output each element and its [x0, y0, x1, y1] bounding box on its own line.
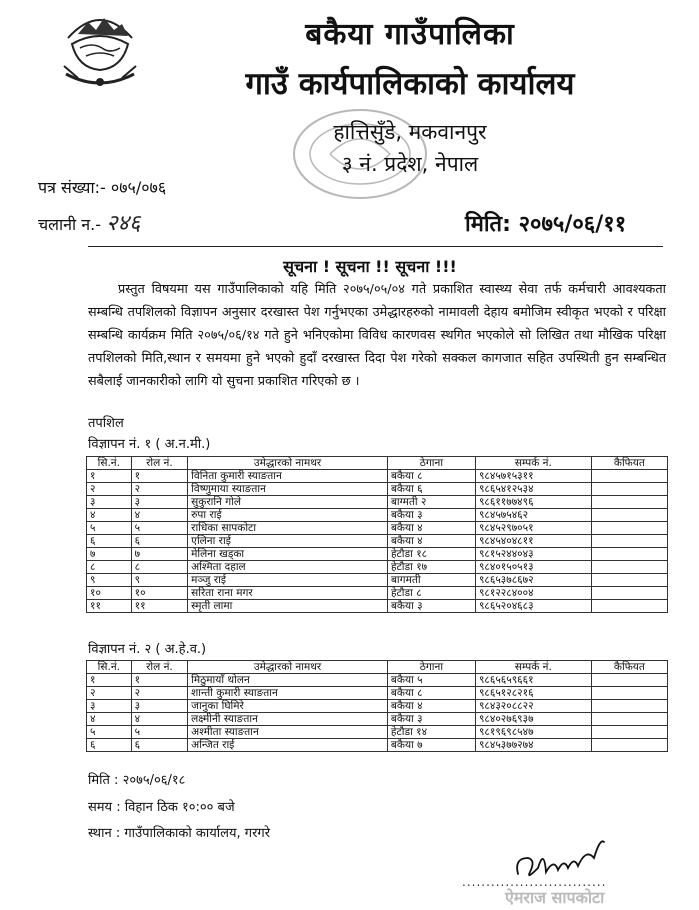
section2-title: विज्ञापन नं. २ ( अ.हे.व.): [88, 642, 207, 657]
row-roll: ७: [131, 548, 188, 561]
row-roll: ५: [131, 522, 188, 535]
row-roll: ६: [131, 739, 188, 752]
row-address: बकैया ३: [387, 600, 475, 613]
row-name: मेलिना खड्का: [188, 548, 388, 561]
row-phone: ९८४०१५०५१३: [475, 561, 591, 574]
row-phone: ९८६५६५९६६१: [475, 674, 591, 687]
row-remark: [591, 739, 667, 752]
table-row: [87, 483, 668, 496]
row-phone: ९८६५१२८२१६: [475, 687, 591, 700]
table-row: [87, 561, 668, 574]
row-sn: ३: [87, 496, 132, 509]
row-roll: १०: [131, 587, 188, 600]
table-row: [87, 574, 668, 587]
row-sn: १: [87, 674, 132, 687]
row-sn: २: [87, 483, 132, 496]
table-row: [87, 726, 668, 739]
table-header-row: [87, 661, 668, 674]
table-row: [87, 496, 668, 509]
row-sn: ११: [87, 600, 132, 613]
row-sn: २: [87, 687, 132, 700]
row-name: स्मृती लामा: [188, 600, 388, 613]
col-roll: रोल नं.: [131, 457, 188, 470]
candidate-table-2: [86, 660, 668, 752]
row-address: बकैया ४: [387, 700, 475, 713]
reference-label: पत्र संख्या:-: [38, 178, 106, 197]
row-phone: ९८४०२७६९३७: [475, 713, 591, 726]
col-phone: सम्पर्क नं.: [475, 661, 591, 674]
row-address: बकैया ८: [387, 687, 475, 700]
row-remark: [591, 726, 667, 739]
col-phone: सम्पर्क नं.: [475, 457, 591, 470]
row-name: विनिता कुमारी स्याङतान: [188, 470, 388, 483]
row-phone: ९८४५४०४८११: [475, 535, 591, 548]
row-remark: [591, 548, 667, 561]
row-remark: [591, 587, 667, 600]
row-name: एलिना राई: [188, 535, 388, 548]
dispatch-label: चलानी न.-: [38, 215, 102, 234]
row-address: बकैया ५: [387, 674, 475, 687]
row-name: सरिता राना मगर: [188, 587, 388, 600]
reference-number: [38, 176, 166, 198]
dispatch-value: २४६: [106, 211, 141, 236]
exam-venue: स्थान : गाउँपालिकाको कार्यालय, गरगरे: [88, 826, 271, 841]
row-address: हेटौडा १८: [387, 548, 475, 561]
office-subtitle: गाउँ कार्यपालिकाको कार्यालय: [245, 66, 575, 102]
row-name: लक्ष्मीनी स्याङतान: [188, 713, 388, 726]
row-remark: [591, 535, 667, 548]
row-address: बकैया ६: [387, 483, 475, 496]
row-address: बकैया ८: [387, 470, 475, 483]
row-remark: [591, 574, 667, 587]
row-address: बकैया ३: [387, 713, 475, 726]
row-remark: [591, 674, 667, 687]
col-sn: सि.नं.: [87, 661, 132, 674]
table-row: [87, 509, 668, 522]
row-roll: ५: [131, 726, 188, 739]
table-row: [87, 700, 668, 713]
row-remark: [591, 496, 667, 509]
date-value: २०७५/०६/११: [518, 212, 627, 237]
row-address: बकैया ४: [387, 535, 475, 548]
row-name: अश्मिता दहाल: [188, 561, 388, 574]
row-phone: ९८१२२८४००४: [475, 587, 591, 600]
row-remark: [591, 713, 667, 726]
row-phone: ९८६५३७८६७२: [475, 574, 591, 587]
row-sn: ४: [87, 509, 132, 522]
row-phone: ९८६५४१२५३४: [475, 483, 591, 496]
row-phone: ९८१५२४४०४३: [475, 548, 591, 561]
table-row: [87, 548, 668, 561]
table-row: [87, 587, 668, 600]
row-roll: १: [131, 674, 188, 687]
divider: [88, 246, 663, 247]
table-row: [87, 674, 668, 687]
row-sn: ६: [87, 535, 132, 548]
col-remark: कैफियत: [591, 661, 667, 674]
notice-body: प्रस्तुत विषयमा यस गाउँपालिकाको यहि मिति २०७५/०५/०४ गते प्रकाशित स्वास्थ्य सेवा तर्फ कर्मचारी आवश्यकता सम्बन्धि तपशिलको विज्ञापन अनुसार दरखास्त पेश गर्नुभएका उमेद्धारहरुको नामावली देहाय बमोजिम स्वीकृत भएको र परिक्षा सम्बन्धि कार्यक्रम मिति २०७५/०६/१४ गते हुने भनिएकोमा विविध कारणवस स्थगित भएकोले सो लिखित तथा मौखिक परिक्षा तपशिलको मिति,स्थान र समयमा हुने भएको हुदाँ दरखास्त दिदा पेश गरेको सक्कल कागजात सहित उपस्थिती हुन सम्बन्धित सबैलाई जानकारीको लागि यो सुचना प्रकाशित गरिएको छ ।: [88, 282, 666, 389]
row-roll: ३: [131, 496, 188, 509]
row-roll: ४: [131, 713, 188, 726]
row-roll: ३: [131, 700, 188, 713]
row-roll: ४: [131, 509, 188, 522]
row-name: रुपा राई: [188, 509, 388, 522]
row-address: हेटौडा १४: [387, 726, 475, 739]
row-sn: ५: [87, 522, 132, 535]
row-address: बाग्मती २: [387, 496, 475, 509]
letter-date: [465, 208, 626, 238]
table-row: [87, 687, 668, 700]
row-roll: २: [131, 687, 188, 700]
office-province: ३ नं. प्रदेश, नेपाल: [341, 152, 479, 176]
row-phone: ९८४५३७७२७४: [475, 739, 591, 752]
row-sn: १०: [87, 587, 132, 600]
signature-line: ..............................: [462, 875, 607, 889]
table-row: [87, 535, 668, 548]
row-remark: [591, 509, 667, 522]
col-address: ठेगाना: [387, 457, 475, 470]
table-row: [87, 470, 668, 483]
section1-title: विज्ञापन नं. १ ( अ.न.मी.): [88, 437, 211, 452]
row-name: अश्मीता स्याङतान: [188, 726, 388, 739]
row-name: शान्ती कुमारी स्याङतान: [188, 687, 388, 700]
row-roll: ८: [131, 561, 188, 574]
reference-value: ०७५/०७६: [110, 178, 167, 197]
signatory-stamp: ऐमराज सापकोटा: [505, 888, 605, 907]
row-phone: ९८४५२९७०५१: [475, 522, 591, 535]
row-remark: [591, 700, 667, 713]
row-address: हेटौडा १७: [387, 561, 475, 574]
row-address: बागमती: [387, 574, 475, 587]
col-address: ठेगाना: [387, 661, 475, 674]
col-name: उमेद्धारको नामथर: [188, 661, 388, 674]
row-phone: ९८४५७५४६२: [475, 509, 591, 522]
row-sn: ५: [87, 726, 132, 739]
row-name: मञ्जु राई: [188, 574, 388, 587]
row-remark: [591, 600, 667, 613]
row-phone: ९८६११७७४९६: [475, 496, 591, 509]
office-title: बकैया गाउँपालिका: [305, 17, 515, 52]
row-sn: ३: [87, 700, 132, 713]
exam-time: समय : विहान ठिक १०:०० बजे: [88, 800, 235, 815]
row-remark: [591, 483, 667, 496]
table-row: [87, 600, 668, 613]
col-sn: सि.नं.: [87, 457, 132, 470]
row-name: अन्जित राई: [188, 739, 388, 752]
row-name: सुकुरानि गोले: [188, 496, 388, 509]
row-name: जानुका घिमिरे: [188, 700, 388, 713]
col-name: उमेद्धारको नामथर: [188, 457, 388, 470]
row-roll: ११: [131, 600, 188, 613]
row-address: बकैया ४: [387, 522, 475, 535]
row-remark: [591, 470, 667, 483]
dispatch-number: [38, 207, 140, 237]
row-name: राधिका सापकोटा: [188, 522, 388, 535]
table-header-row: [87, 457, 668, 470]
row-sn: ८: [87, 561, 132, 574]
row-sn: १: [87, 470, 132, 483]
row-sn: ६: [87, 739, 132, 752]
office-address: हात्तिसुँडे, मकवानपुर: [333, 120, 487, 144]
row-roll: ९: [131, 574, 188, 587]
notice-title: सूचना ! सूचना !! सूचना !!!: [283, 257, 457, 276]
row-address: बकैया ७: [387, 739, 475, 752]
exam-date: मिति : २०७५/०६/१८: [88, 773, 186, 788]
date-label: मिति:: [465, 212, 511, 237]
table-row: [87, 739, 668, 752]
row-remark: [591, 522, 667, 535]
row-address: बकैया ३: [387, 509, 475, 522]
details-heading: तपशिल: [88, 416, 124, 431]
row-sn: ७: [87, 548, 132, 561]
candidate-table-1: [86, 456, 668, 613]
row-remark: [591, 561, 667, 574]
table-row: [87, 522, 668, 535]
row-phone: ९८४५७१५३११: [475, 470, 591, 483]
row-name: मिठुमायाँ थोलन: [188, 674, 388, 687]
row-roll: ६: [131, 535, 188, 548]
row-remark: [591, 687, 667, 700]
row-sn: ९: [87, 574, 132, 587]
col-roll: रोल नं.: [131, 661, 188, 674]
row-phone: ९८४३२०८८२२: [475, 700, 591, 713]
row-roll: २: [131, 483, 188, 496]
row-phone: ९८६५२०४६८३: [475, 600, 591, 613]
table-row: [87, 713, 668, 726]
government-emblem-icon: [58, 8, 142, 96]
col-remark: कैफियत: [591, 457, 667, 470]
row-phone: ९८१९६९८५४७: [475, 726, 591, 739]
row-name: विष्णुमाया स्याङतान: [188, 483, 388, 496]
row-roll: १: [131, 470, 188, 483]
row-sn: ४: [87, 713, 132, 726]
row-address: हेटौडा ८: [387, 587, 475, 600]
